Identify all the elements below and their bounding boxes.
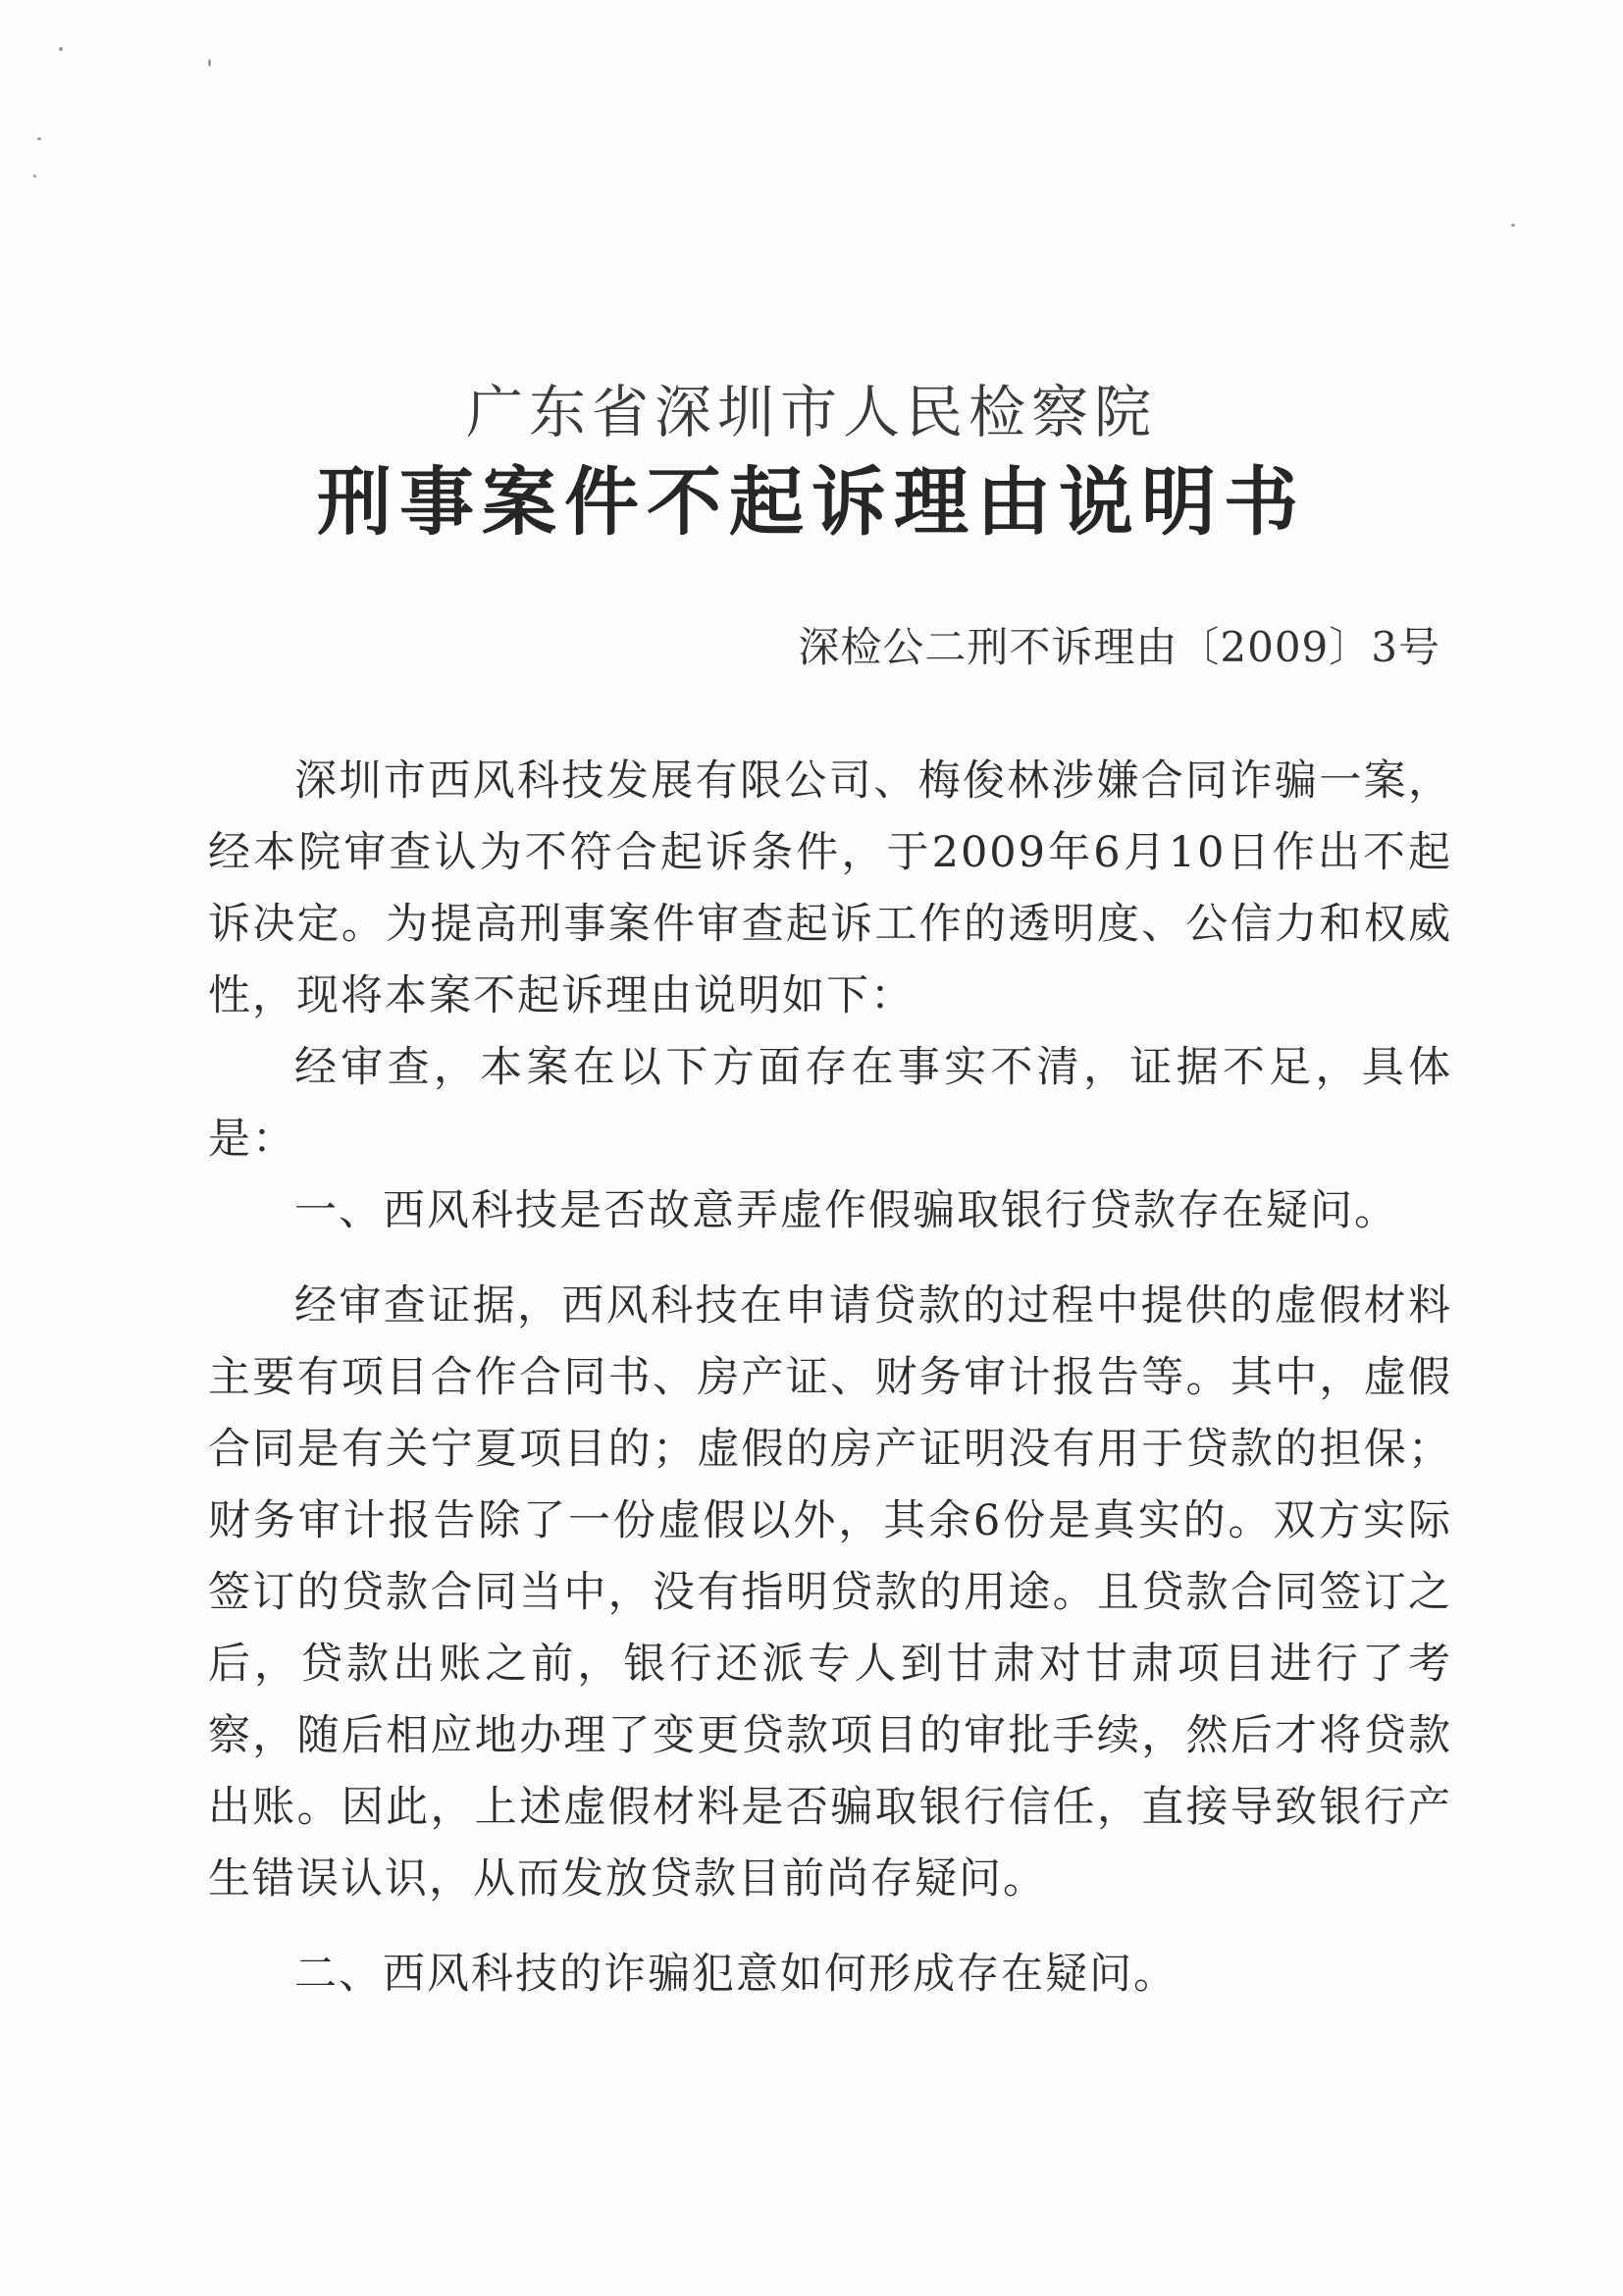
paragraph-point-one-detail: 经审查证据，西风科技在申请贷款的过程中提供的虚假材料主要有项目合作合同书、房产证、财务审计报告等。其中，虚假合同是有关宁夏项目的；虚假的房产证明没有用于贷款的担保；财务审计报告除了一份虚假以外，其余6份是真实的。双方实际签订的贷款合同当中，没有指明贷款的用途。且贷款合同签订之后，贷款出账之前，银行还派专人到甘肃对甘肃项目进行了考察，随后相应地办理了变更贷款项目的审批手续，然后才将贷款出账。因此，上述虚假材料是否骗取银行信任，直接导致银行产生错误认识，从而发放贷款目前尚存疑问。 xyxy=(208,1281,1452,1904)
document-body xyxy=(208,746,1452,2010)
paragraph-point-two-heading: 二、西风科技的诈骗犯意如何形成存在疑问。 xyxy=(294,1950,1178,1999)
scan-speck xyxy=(59,47,63,51)
paragraph-intro: 深圳市西风科技发展有限公司、梅俊林涉嫌合同诈骗一案，经本院审查认为不符合起诉条件，于2009年6月10日作出不起诉决定。为提高刑事案件审查起诉工作的透明度、公信力和权威性，现将本案不起诉理由说明如下： xyxy=(208,757,1452,1020)
scan-speck xyxy=(33,175,36,178)
scan-speck xyxy=(1511,224,1515,227)
organization-title: 广东省深圳市人民检察院 xyxy=(465,379,1157,445)
document-title: 刑事案件不起诉理由说明书 xyxy=(317,458,1306,546)
paragraph-summary: 经审查，本案在以下方面存在事实不清，证据不足，具体是： xyxy=(208,1043,1452,1164)
scan-speck xyxy=(208,59,211,67)
document-number: 深检公二刑不诉理由〔2009〕3号 xyxy=(798,623,1440,671)
scan-speck xyxy=(37,137,41,140)
paragraph-point-one-heading: 一、西风科技是否故意弄虚作假骗取银行贷款存在疑问。 xyxy=(294,1186,1398,1235)
